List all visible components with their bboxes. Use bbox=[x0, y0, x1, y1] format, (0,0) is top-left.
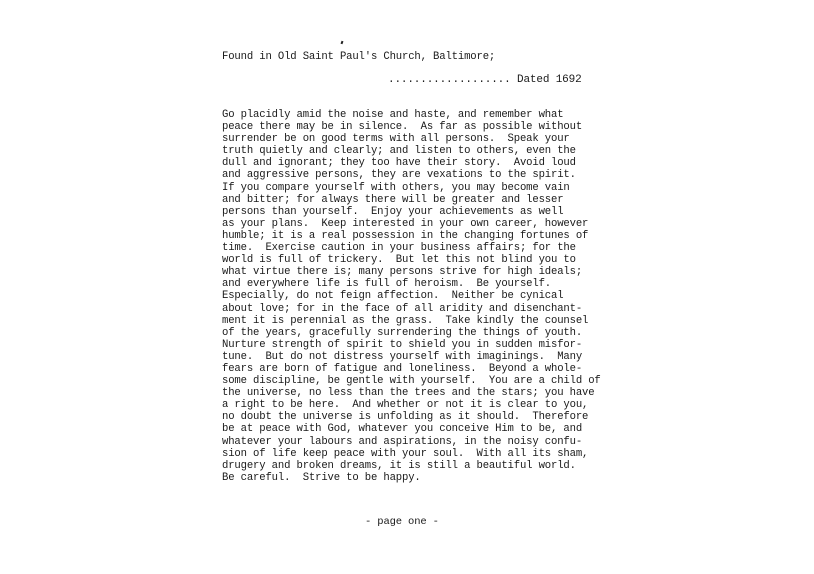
body-line: what virtue there is; many persons strive for high ideals; bbox=[222, 266, 583, 279]
body-line: be at peace with God, whatever you conceive Him to be, and bbox=[222, 423, 583, 436]
body-line: a right to be here. And whether or not it is clear to you, bbox=[222, 399, 589, 412]
body-line: truth quietly and clearly; and listen to others, even the bbox=[222, 145, 576, 158]
body-line: Especially, do not feign affection. Neither be cynical bbox=[222, 290, 564, 303]
document-body bbox=[222, 109, 601, 484]
body-line: tune. But do not distress yourself with imaginings. Many bbox=[222, 350, 583, 363]
body-line: If you compare yourself with others, you may become vain bbox=[222, 181, 570, 194]
body-line: some discipline, be gentle with yourself. You are a child of bbox=[222, 375, 601, 388]
body-line: about love; for in the face of all aridity and disenchant- bbox=[222, 302, 583, 315]
body-line: peace there may be in silence. As far as possible without bbox=[222, 121, 583, 134]
body-line: whatever your labours and aspirations, in the noisy confu- bbox=[222, 435, 583, 448]
body-line: fears are born of fatigue and loneliness. Beyond a whole- bbox=[222, 362, 583, 375]
body-line: dull and ignorant; they too have their story. Avoid loud bbox=[222, 157, 576, 170]
body-line: persons than yourself. Enjoy your achievements as well bbox=[222, 205, 564, 218]
body-line: humble; it is a real possession in the changing fortunes of bbox=[222, 229, 589, 242]
body-line: of the years, gracefully surrendering the things of youth. bbox=[222, 326, 583, 339]
body-line: time. Exercise caution in your business affairs; for the bbox=[222, 242, 576, 255]
body-line: and bitter; for always there will be greater and lesser bbox=[222, 193, 564, 206]
body-line: Be careful. Strive to be happy. bbox=[222, 471, 421, 484]
document-date: ................... Dated 1692 bbox=[388, 74, 582, 86]
body-line: as your plans. Keep interested in your own career, however bbox=[222, 217, 589, 230]
body-line: world is full of trickery. But let this not blind you to bbox=[222, 254, 576, 267]
body-line: drugery and broken dreams, it is still a beautiful world. bbox=[222, 459, 576, 472]
page-footer: - page one - bbox=[365, 516, 439, 528]
body-line: and everywhere life is full of heroism. Be yourself. bbox=[222, 278, 551, 291]
body-line: Go placidly amid the noise and haste, and remember what bbox=[222, 109, 564, 121]
body-line: the universe, no less than the trees and the stars; you have bbox=[222, 387, 595, 400]
body-line: Nurture strength of spirit to shield you in sudden misfor- bbox=[222, 338, 583, 351]
body-line: no doubt the universe is unfolding as it should. Therefore bbox=[222, 411, 589, 424]
body-line: sion of life keep peace with your soul. With all its sham, bbox=[222, 447, 589, 460]
body-line: and aggressive persons, they are vexations to the spirit. bbox=[222, 169, 576, 182]
body-line: surrender be on good terms with all persons. Speak your bbox=[222, 133, 570, 146]
body-line: ment it is perennial as the grass. Take kindly the counsel bbox=[222, 314, 589, 327]
ink-speck bbox=[341, 41, 344, 45]
document-header: Found in Old Saint Paul's Church, Baltimore; bbox=[222, 51, 496, 63]
